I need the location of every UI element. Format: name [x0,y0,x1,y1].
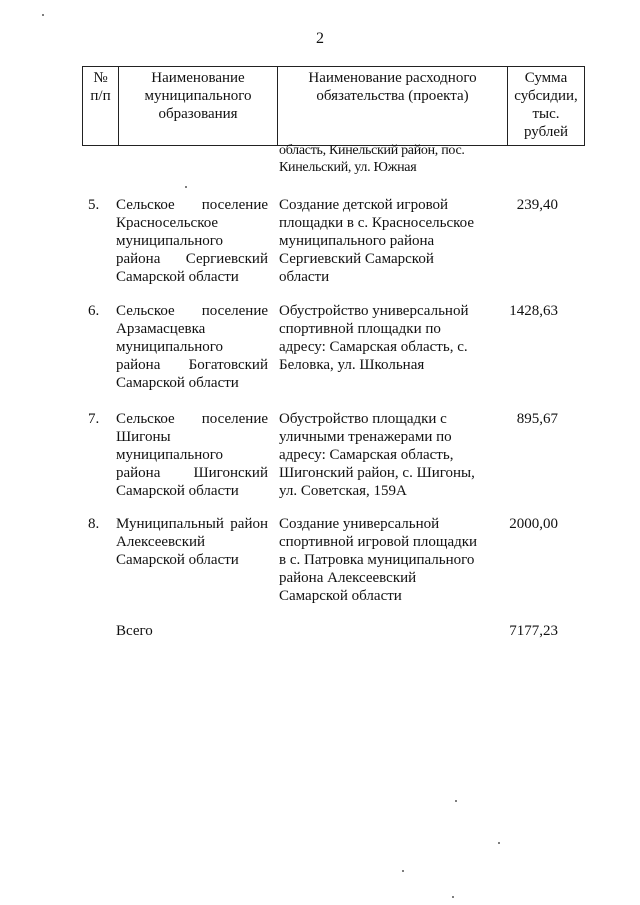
scan-speck [498,842,500,844]
scan-speck [185,186,187,188]
row-obligation: Обустройство универсальной спортивной площадки по адресу: Самарская область, с. Беловка, ул. Школьная [279,303,469,373]
scan-speck [402,870,404,872]
table-header [82,66,585,146]
row-amount: 895,67 [516,411,558,427]
row-municipality: Сельское поселение Арзамасцевка муниципального района Богатовский Самарской области [116,303,268,391]
row-municipality: Сельское поселение Шигоны муниципального района Шигонский Самарской области [116,411,268,499]
row-obligation: Создание универсальной спортивной игровой площадки в с. Патровка муниципального района Алексеевский Самарской области [279,516,478,604]
row-number: 5. [88,197,100,213]
row-municipality: Муниципальный район Алексеевский Самарской области [116,516,268,568]
row-number: 6. [88,303,100,319]
header-municipality: Наименование муниципального образования [119,67,278,146]
scan-speck [452,896,454,898]
total-amount: 7177,23 [509,623,558,639]
row-amount: 2000,00 [509,516,558,532]
row-number: 7. [88,411,100,427]
row-obligation: Создание детской игровой площадки в с. Красносельское муниципального района Сергиевский Самарской области [279,197,474,285]
header-num: № п/п [83,67,119,146]
row-amount: 1428,63 [509,303,558,319]
row-obligation: Обустройство площадки с уличными тренажерами по адресу: Самарская область, Шигонский район, с. Шигоны, ул. Советская, 159А [279,411,475,499]
scan-speck [42,14,44,16]
row-municipality: Сельское поселение Красносельское муниципального района Сергиевский Самарской области [116,197,268,285]
page-number: 2 [316,30,324,47]
header-obligation: Наименование расходного обязательства (проекта) [278,67,508,146]
total-label: Всего [116,623,153,639]
continuation-text: область, Кинельский район, пос. Кинельский, ул. Южная [279,143,465,175]
row-number: 8. [88,516,100,532]
row-amount: 239,40 [516,197,558,213]
header-amount: Сумма субсидии, тыс. рублей [508,67,585,146]
scan-speck [455,800,457,802]
